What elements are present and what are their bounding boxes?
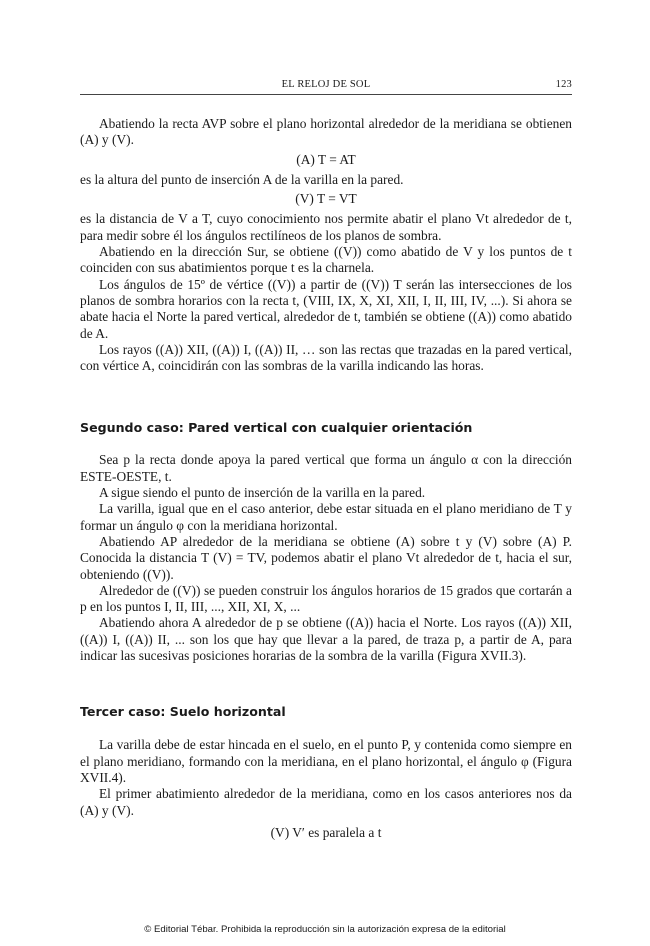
- paragraph: Los ángulos de 15º de vértice ((V)) a partir de ((V)) T serán las intersecciones de los planos de sombra horarios con la recta t, (VIII, IX, X, XI, XII, I, II, III, IV, ...). Si ahora se abate hacia el Norte la pared vertical, alrededor de t, también se obtiene ((A)) como abatido de A.: [80, 276, 572, 341]
- paragraph: Alrededor de ((V)) se pueden construir los ángulos horarios de 15 grados que cortarán a p en los puntos I, II, III, ..., XII, XI, X, ...: [80, 582, 572, 615]
- paragraph: La varilla, igual que en el caso anterior, debe estar situada en el plano meridiano de T y formar un ángulo φ con la meridiana horizontal.: [80, 501, 572, 533]
- paragraph: A sigue siendo el punto de inserción de la varilla en la pared.: [99, 485, 426, 501]
- paragraph: Abatiendo ahora A alrededor de p se obtiene ((A)) hacia el Norte. Los rayos ((A)) XII, ((A)) I, ((A)) II, ... son los que hay que llevar a la pared, de traza p, a partir de A, para indicar las sucesivas posiciones horarias de la sombra de la varilla (Figura XVII.3).: [80, 615, 572, 664]
- paragraph: El primer abatimiento alrededor de la meridiana, como en los casos anteriores nos da (A) y (V).: [80, 786, 572, 818]
- copyright-footer: © Editorial Tébar. Prohibida la reproducción sin la autorización expresa de la editorial: [144, 924, 506, 935]
- paragraph: Abatiendo AP alrededor de la meridiana se obtiene (A) sobre t y (V) sobre (A) P. Conocida la distancia T (V) = TV, podemos abatir el plano Vt alrededor de t, hacia el sur, obteniendo ((V)).: [80, 533, 572, 582]
- paragraph: La varilla debe de estar hincada en el suelo, en el punto P, y contenida como siempre en el plano meridiano, formando con la meridiana, en el plano horizontal, el ángulo φ (Figura XVII.4).: [80, 737, 572, 785]
- header-rule: [80, 94, 572, 95]
- page-body: [80, 116, 572, 845]
- paragraph: Abatiendo en la dirección Sur, se obtiene ((V)) como abatido de V y los puntos de t coinciden con sus abatimientos porque t es la charnela.: [80, 244, 572, 276]
- paragraph: Los rayos ((A)) XII, ((A)) I, ((A)) II, … son las rectas que trazadas en la pared vertical, con vértice A, coincidirán con las sombras de la varilla indicando las horas.: [80, 341, 572, 374]
- equation: (A) T = AT: [296, 151, 356, 167]
- running-title: EL RELOJ DE SOL: [281, 79, 371, 90]
- page-number: 123: [555, 79, 572, 90]
- page-header: [80, 79, 572, 95]
- section-heading: Tercer caso: Suelo horizontal: [80, 704, 286, 720]
- equation: (V) V′ es paralela a t: [270, 824, 382, 840]
- paragraph: Abatiendo la recta AVP sobre el plano horizontal alrededor de la meridiana se obtienen (A) y (V).: [80, 116, 572, 148]
- section-heading: Segundo caso: Pared vertical con cualquier orientación: [80, 420, 473, 436]
- paragraph: Sea p la recta donde apoya la pared vertical que forma un ángulo α con la dirección ESTE-OESTE, t.: [80, 452, 572, 484]
- paragraph: es la altura del punto de inserción A de la varilla en la pared.: [80, 171, 404, 187]
- equation: (V) T = VT: [295, 191, 357, 207]
- paragraph: es la distancia de V a T, cuyo conocimiento nos permite abatir el plano Vt alrededor de t, para medir sobre él los ángulos rectilíneos de los planos de sombra.: [80, 211, 572, 243]
